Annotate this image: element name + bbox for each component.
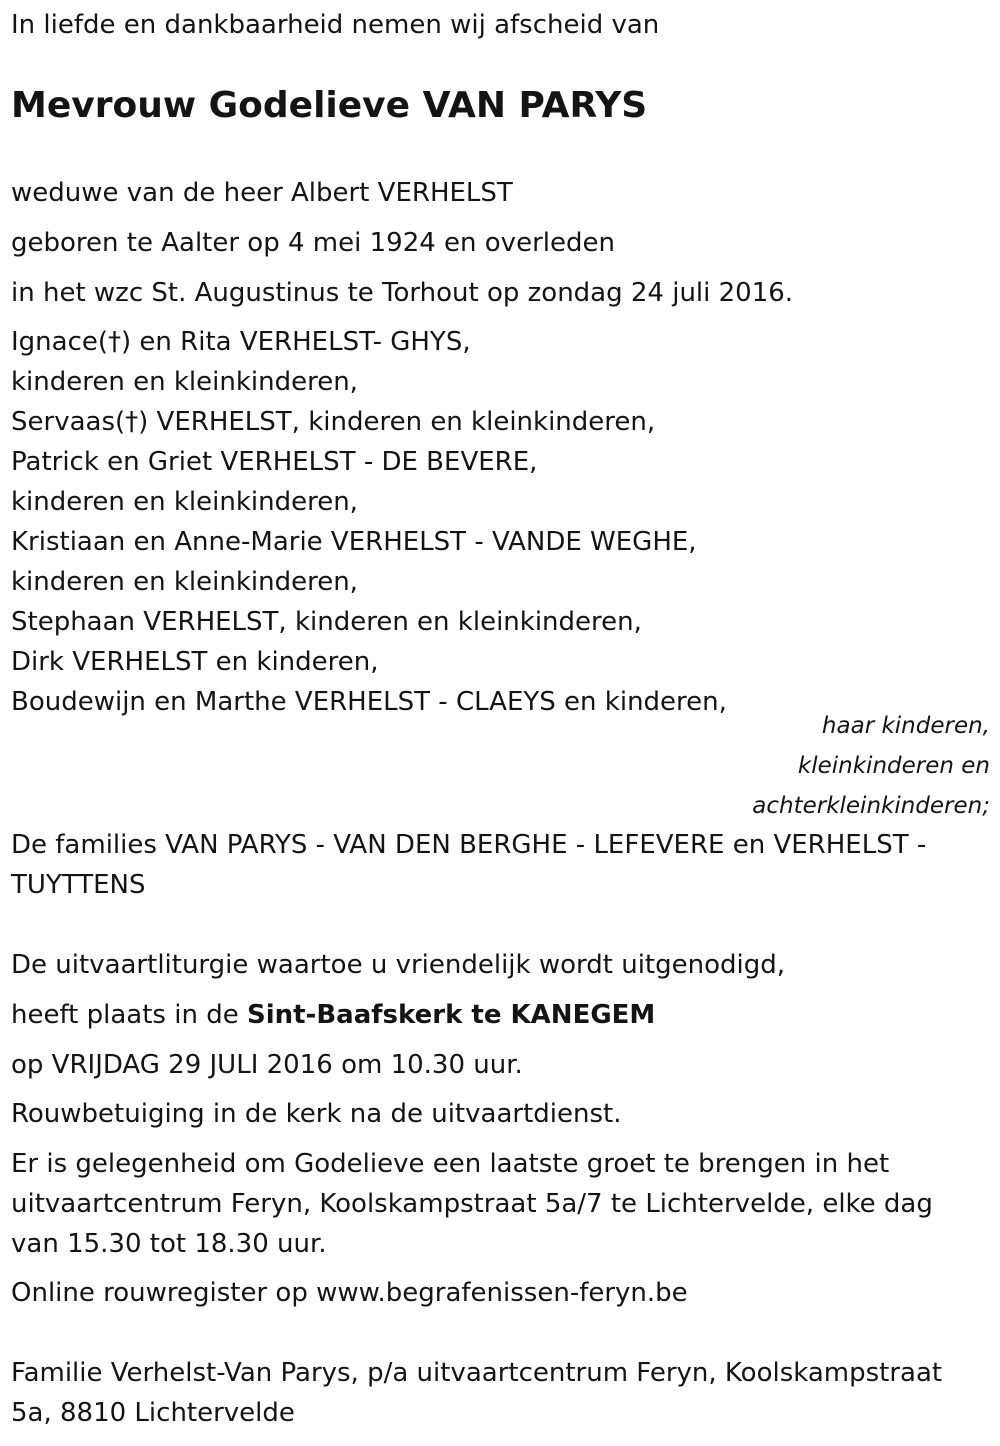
- invitation-line: De uitvaartliturgie waartoe u vriendelijk wordt uitgenodigd,: [11, 950, 785, 980]
- birth-line: geboren te Aalter op 4 mei 1924 en overleden: [11, 228, 615, 258]
- death-line: in het wzc St. Augustinus te Torhout op zondag 24 juli 2016.: [11, 278, 794, 308]
- intro-text: In liefde en dankbaarheid nemen wij afscheid van: [11, 10, 660, 40]
- relation-line: haar kinderen,: [821, 713, 990, 739]
- family-line: Boudewijn en Marthe VERHELST - CLAEYS en kinderen,: [11, 687, 727, 717]
- visitation-line: uitvaartcentrum Feryn, Koolskampstraat 5a/7 te Lichtervelde, elke dag: [11, 1189, 933, 1219]
- online-register: Online rouwregister op www.begrafenissen-feryn.be: [11, 1278, 688, 1308]
- family-line: Dirk VERHELST en kinderen,: [11, 647, 379, 677]
- family-line: kinderen en kleinkinderen,: [11, 487, 358, 517]
- family-line: Patrick en Griet VERHELST - DE BEVERE,: [11, 447, 538, 477]
- family-line: Ignace(†) en Rita VERHELST- GHYS,: [11, 327, 471, 357]
- place-prefix: heeft plaats in de: [11, 1000, 247, 1030]
- visitation-line: van 15.30 tot 18.30 uur.: [11, 1229, 327, 1259]
- family-line: kinderen en kleinkinderen,: [11, 567, 358, 597]
- deceased-name: Mevrouw Godelieve VAN PARYS: [11, 85, 648, 126]
- place-line: [11, 995, 655, 1035]
- condolences-line: Rouwbetuiging in de kerk na de uitvaartdienst.: [11, 1099, 622, 1129]
- family-line: Servaas(†) VERHELST, kinderen en kleinkinderen,: [11, 407, 656, 437]
- date-line: op VRIJDAG 29 JULI 2016 om 10.30 uur.: [11, 1050, 523, 1080]
- family-line: kinderen en kleinkinderen,: [11, 367, 358, 397]
- families-line: TUYTTENS: [11, 870, 146, 900]
- family-line: Kristiaan en Anne-Marie VERHELST - VANDE WEGHE,: [11, 527, 697, 557]
- widow-line: weduwe van de heer Albert VERHELST: [11, 178, 513, 208]
- address-line: 5a, 8810 Lichtervelde: [11, 1398, 295, 1428]
- church-name: Sint-Baafskerk te KANEGEM: [246, 1000, 656, 1030]
- relation-line: achterkleinkinderen;: [752, 793, 990, 819]
- visitation-line: Er is gelegenheid om Godelieve een laatste groet te brengen in het: [11, 1149, 890, 1179]
- relation-line: kleinkinderen en: [797, 753, 990, 779]
- family-line: Stephaan VERHELST, kinderen en kleinkinderen,: [11, 607, 642, 637]
- address-line: Familie Verhelst-Van Parys, p/a uitvaartcentrum Feryn, Koolskampstraat: [11, 1358, 943, 1388]
- families-line: De families VAN PARYS - VAN DEN BERGHE - LEFEVERE en VERHELST -: [11, 830, 927, 860]
